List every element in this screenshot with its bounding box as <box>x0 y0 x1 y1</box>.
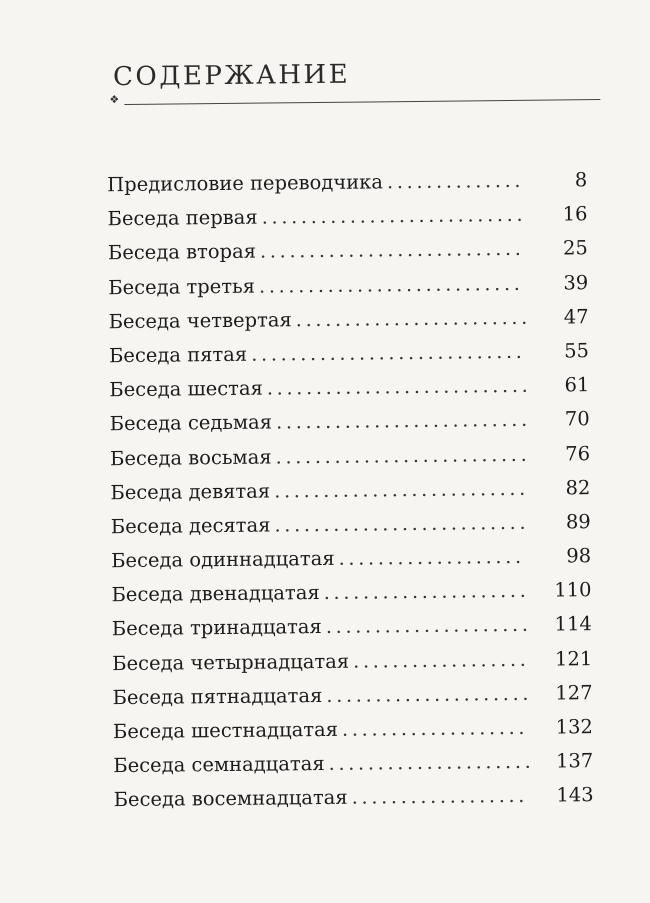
toc-entry-page-number: 114 <box>554 612 592 636</box>
toc-entry[interactable] <box>112 607 602 646</box>
toc-entry-title: Беседа шестнадцатая <box>112 717 339 744</box>
dot-leader: ............................ <box>251 339 526 366</box>
toc-entry-title: Беседа вторая <box>107 240 257 265</box>
dot-leader: .......................... <box>274 476 530 503</box>
toc-entry-page-number: 82 <box>565 475 591 500</box>
toc-entry[interactable] <box>108 231 598 270</box>
dot-leader: ........................... <box>266 373 532 400</box>
toc-entry-title: Беседа третья <box>108 274 256 299</box>
toc-entry[interactable] <box>108 300 598 339</box>
toc-entry-page-number: 121 <box>554 646 593 671</box>
dot-leader: ..................... <box>325 613 532 639</box>
toc-entry-title: Беседа первая <box>107 205 258 231</box>
toc-entry-title: Беседа шестая <box>109 376 263 402</box>
toc-entry-title: Беседа четвертая <box>108 308 292 333</box>
title-divider <box>124 99 600 105</box>
toc-entry-title: Беседа седьмая <box>109 410 273 436</box>
toc-entry-page-number: 47 <box>563 304 589 329</box>
toc-entry[interactable] <box>110 437 600 476</box>
toc-entry[interactable] <box>110 471 600 510</box>
toc-entry-title: Беседа двенадцатая <box>111 581 320 607</box>
dot-leader: ........................... <box>259 237 525 263</box>
toc-entry-page-number: 39 <box>563 270 589 295</box>
toc-entry[interactable] <box>111 505 601 544</box>
dot-leader: .................. <box>351 784 529 810</box>
dot-leader: ........................ <box>295 305 532 331</box>
toc-entry-page-number: 127 <box>555 680 593 705</box>
toc-entry-page-number: 55 <box>564 339 590 363</box>
toc-entry-page-number: 16 <box>562 202 588 226</box>
dot-leader: ................... <box>338 544 525 570</box>
toc-entry-title: Беседа пятая <box>108 342 248 368</box>
page-title: СОДЕРЖАНИЕ <box>112 59 351 93</box>
toc-entry[interactable] <box>108 266 598 305</box>
toc-entry[interactable] <box>107 163 597 202</box>
dot-leader: ..................... <box>326 681 533 707</box>
toc-entry[interactable] <box>113 744 603 783</box>
toc-entry-page-number: 70 <box>564 407 590 431</box>
toc-entry-page-number: 137 <box>555 749 594 773</box>
dot-leader: ................... <box>341 715 529 741</box>
dot-leader: ..................... <box>323 579 530 605</box>
toc-entry-title: Беседа восьмая <box>109 445 272 470</box>
toc-entry-title: Предисловие переводчика <box>107 170 384 197</box>
toc-entry-title: Беседа четырнадцатая <box>112 649 350 675</box>
toc-entry-title: Беседа восемнадцатая <box>113 786 348 812</box>
toc-entry[interactable] <box>109 368 599 407</box>
dot-leader: .......................... <box>275 442 531 468</box>
toc-entry[interactable] <box>107 197 597 236</box>
toc-entry[interactable] <box>113 778 603 817</box>
dot-leader: ..................... <box>328 749 535 776</box>
toc-entry[interactable] <box>113 710 603 749</box>
toc-entry-page-number: 110 <box>554 578 592 602</box>
toc-entry-page-number: 143 <box>556 783 594 807</box>
toc-entry-title: Беседа одиннадцатая <box>111 546 335 573</box>
dot-leader: ........................... <box>261 203 527 229</box>
toc-entry[interactable] <box>109 334 599 373</box>
toc-entry-title: Беседа семнадцатая <box>113 752 325 778</box>
toc-entry-title: Беседа пятнадцатая <box>112 683 323 709</box>
ornament-icon: ❖ <box>109 93 120 107</box>
toc-entry[interactable] <box>112 676 602 715</box>
toc-entry-title: Беседа тринадцатая <box>111 615 322 641</box>
toc-entry[interactable] <box>111 573 601 612</box>
toc-entry-page-number: 25 <box>562 236 589 260</box>
toc-entry-page-number: 8 <box>574 168 588 192</box>
table-of-contents <box>107 163 604 818</box>
toc-entry-title: Беседа десятая <box>110 513 271 539</box>
dot-leader: ........................... <box>258 271 524 298</box>
dot-leader: .................. <box>352 647 530 673</box>
toc-entry-title: Беседа девятая <box>110 479 271 504</box>
toc-entry-page-number: 98 <box>566 544 592 568</box>
dot-leader: .......................... <box>275 408 531 434</box>
toc-entry-page-number: 76 <box>565 441 591 465</box>
toc-entry-page-number: 89 <box>565 510 591 534</box>
toc-entry-page-number: 61 <box>564 373 590 397</box>
toc-entry-page-number: 132 <box>555 715 594 739</box>
dot-leader: .............. <box>386 168 525 194</box>
toc-entry[interactable] <box>110 402 600 441</box>
toc-entry[interactable] <box>111 539 601 578</box>
toc-entry[interactable] <box>112 642 602 681</box>
dot-leader: .......................... <box>274 510 530 537</box>
